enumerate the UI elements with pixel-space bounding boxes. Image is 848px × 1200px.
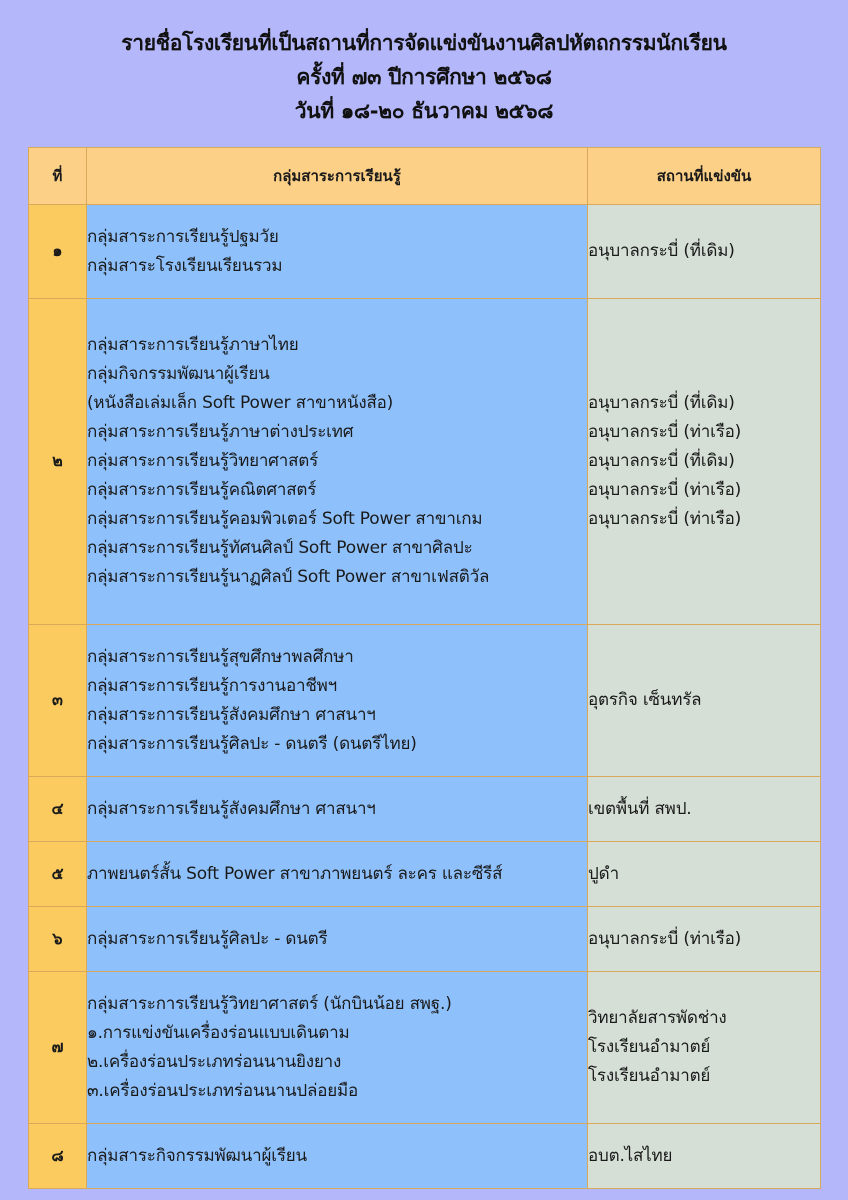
venue-item: อนุบาลกระบี่ (ที่เดิม) <box>588 393 735 413</box>
venue-item: อบต.ไสไทย <box>588 1145 673 1166</box>
venue-item: วิทยาลัยสารพัดช่าง <box>588 1008 727 1028</box>
learning-group-item: กลุ่มสาระการเรียนรู้นาฏศิลป์ Soft Power สาขาเฟสติวัล <box>87 567 490 587</box>
row-number: ๘ <box>29 1124 87 1189</box>
learning-group-item: กลุ่มสาระการเรียนรู้สังคมศึกษา ศาสนาฯ <box>87 798 376 819</box>
learning-group-item: กลุ่มสาระการเรียนรู้ภาษาต่างประเทศ <box>87 422 354 442</box>
learning-group-item: ๒.เครื่องร่อนประเภทร่อนนานยิงยาง <box>87 1051 342 1072</box>
learning-group-item: กลุ่มสาระการเรียนรู้ทัศนศิลป์ Soft Power สาขาศิลปะ <box>87 538 473 558</box>
row-number: ๗ <box>29 972 87 1124</box>
learning-group-cell <box>87 205 588 299</box>
venue-item: อุตรกิจ เซ็นทรัล <box>588 690 702 710</box>
learning-group-cell <box>87 777 588 842</box>
learning-group-item: กลุ่มสาระการเรียนรู้สังคมศึกษา ศาสนาฯ <box>87 704 376 725</box>
venue-item: เขตพื้นที่ สพป. <box>588 798 692 819</box>
venue-item: อนุบาลกระบี่ (ท่าเรือ) <box>588 480 742 500</box>
header-venue: สถานที่แข่งขัน <box>588 148 821 205</box>
title-line-3: วันที่ ๑๘-๒๐ ธันวาคม ๒๕๖๘ <box>294 99 554 123</box>
title-line-2: ครั้งที่ ๗๓ ปีการศึกษา ๒๕๖๘ <box>296 65 552 89</box>
document-title <box>0 26 848 128</box>
learning-group-cell <box>87 907 588 972</box>
venue-table <box>28 147 821 1189</box>
table-header-row <box>29 148 821 205</box>
venue-cell <box>588 205 821 299</box>
venue-cell <box>588 1124 821 1189</box>
learning-group-item: กลุ่มสาระการเรียนรู้คณิตศาสตร์ <box>87 480 317 500</box>
venue-cell <box>588 842 821 907</box>
learning-group-item: กลุ่มสาระการเรียนรู้การงานอาชีพฯ <box>87 675 338 696</box>
venue-cell <box>588 972 821 1124</box>
row-number: ๑ <box>29 205 87 299</box>
venue-item: อนุบาลกระบี่ (ท่าเรือ) <box>588 509 742 529</box>
title-line-1: รายชื่อโรงเรียนที่เป็นสถานที่การจัดแข่งขันงานศิลปหัตถกรรมนักเรียน <box>121 31 727 55</box>
venue-cell <box>588 907 821 972</box>
venue-cell <box>588 777 821 842</box>
row-number: ๖ <box>29 907 87 972</box>
learning-group-item: กลุ่มสาระการเรียนรู้คอมพิวเตอร์ Soft Power สาขาเกม <box>87 509 483 529</box>
table-row <box>29 625 821 777</box>
table-row <box>29 972 821 1124</box>
learning-group-item: กลุ่มกิจกรรมพัฒนาผู้เรียน <box>87 364 270 384</box>
learning-group-cell <box>87 1124 588 1189</box>
learning-group-item: ๑.การแข่งขันเครื่องร่อนแบบเดินตาม <box>87 1022 350 1043</box>
table-row <box>29 299 821 625</box>
venue-item: ปูดำ <box>588 863 619 884</box>
learning-group-item: กลุ่มสาระการเรียนรู้ศิลปะ - ดนตรี <box>87 928 328 949</box>
learning-group-item: ภาพยนตร์สั้น Soft Power สาขาภาพยนตร์ ละคร และซีรีส์ <box>87 863 503 884</box>
learning-group-item: กลุ่มสาระการเรียนรู้วิทยาศาสตร์ <box>87 451 319 471</box>
learning-group-item: ๓.เครื่องร่อนประเภทร่อนนานปล่อยมือ <box>87 1080 359 1101</box>
learning-group-item: (หนังสือเล่มเล็ก Soft Power สาขาหนังสือ) <box>87 393 394 413</box>
venue-item: โรงเรียนอำมาตย์ <box>588 1066 711 1086</box>
learning-group-item: กลุ่มสาระโรงเรียนเรียนรวม <box>87 255 283 276</box>
header-learning-group: กลุ่มสาระการเรียนรู้ <box>87 148 588 205</box>
table-row <box>29 205 821 299</box>
table-row <box>29 777 821 842</box>
row-number: ๔ <box>29 777 87 842</box>
table-row <box>29 842 821 907</box>
venue-item: อนุบาลกระบี่ (ท่าเรือ) <box>588 422 742 442</box>
learning-group-cell <box>87 972 588 1124</box>
venue-cell <box>588 299 821 625</box>
learning-group-cell <box>87 625 588 777</box>
venue-item: อนุบาลกระบี่ (ท่าเรือ) <box>588 928 742 949</box>
learning-group-item: กลุ่มสาระการเรียนรู้สุขศึกษาพลศึกษา <box>87 646 354 667</box>
row-number: ๕ <box>29 842 87 907</box>
learning-group-cell <box>87 842 588 907</box>
learning-group-cell <box>87 299 588 625</box>
learning-group-item: กลุ่มสาระการเรียนรู้ปฐมวัย <box>87 226 279 247</box>
table-row <box>29 1124 821 1189</box>
learning-group-item: กลุ่มสาระการเรียนรู้ภาษาไทย <box>87 335 299 355</box>
learning-group-item: กลุ่มสาระการเรียนรู้วิทยาศาสตร์ (นักบินน้อย สพฐ.) <box>87 993 452 1014</box>
row-number: ๒ <box>29 299 87 625</box>
learning-group-item: กลุ่มสาระการเรียนรู้ศิลปะ - ดนตรี (ดนตรีไทย) <box>87 733 417 754</box>
venue-cell <box>588 625 821 777</box>
venue-item: โรงเรียนอำมาตย์ <box>588 1037 711 1057</box>
venue-item: อนุบาลกระบี่ (ที่เดิม) <box>588 451 735 471</box>
learning-group-item: กลุ่มสาระกิจกรรมพัฒนาผู้เรียน <box>87 1145 307 1166</box>
row-number: ๓ <box>29 625 87 777</box>
header-number: ที่ <box>29 148 87 205</box>
venue-item: อนุบาลกระบี่ (ที่เดิม) <box>588 241 735 261</box>
table-row <box>29 907 821 972</box>
